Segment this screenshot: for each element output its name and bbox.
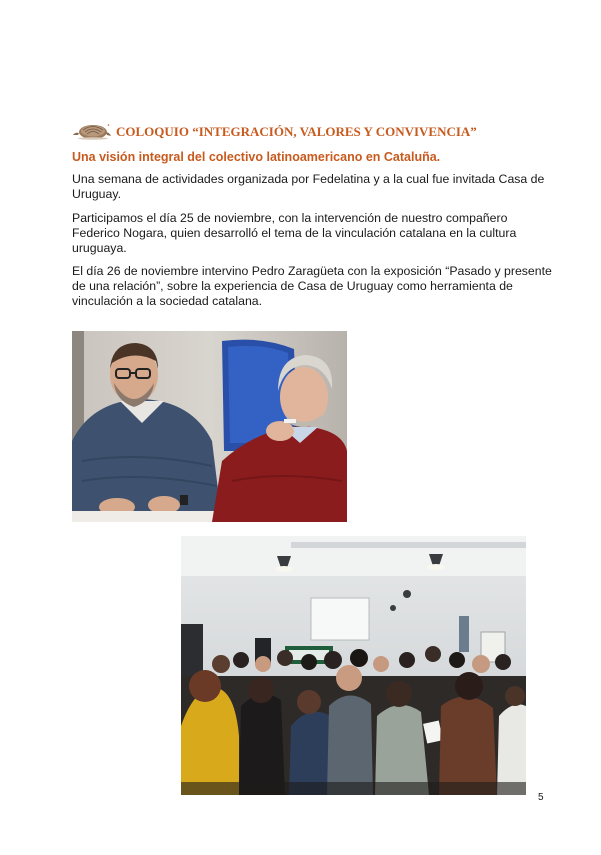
armadillo-logo-icon — [72, 120, 112, 140]
page-number: 5 — [538, 792, 544, 803]
heading-title: COLOQUIO “INTEGRACIÓN, VALORES Y CONVIVENCIA” — [116, 124, 477, 139]
paragraph-1: Una semana de actividades organizada por Fedelatina y a la cual fue invitada Casa de Uruguay. — [72, 172, 545, 201]
photo-two-men-seated — [72, 331, 347, 522]
paragraph-3: El día 26 de noviembre intervino Pedro Zaragüeta con la exposición “Pasado y presente de una relación”, sobre la experiencia de Casa de Uruguay como herramienta de vinculación a la sociedad catalana. — [72, 264, 552, 308]
paragraph-2: Participamos el día 25 de noviembre, con la intervención de nuestro compañero Federico Nogara, quien desarrolló el tema de la vinculación catalana en la cultura uruguaya. — [72, 211, 517, 255]
section-heading — [72, 119, 477, 141]
subtitle: Una visión integral del colectivo latinoamericano en Cataluña. — [72, 150, 441, 164]
photo-crowded-room-event — [181, 536, 526, 795]
